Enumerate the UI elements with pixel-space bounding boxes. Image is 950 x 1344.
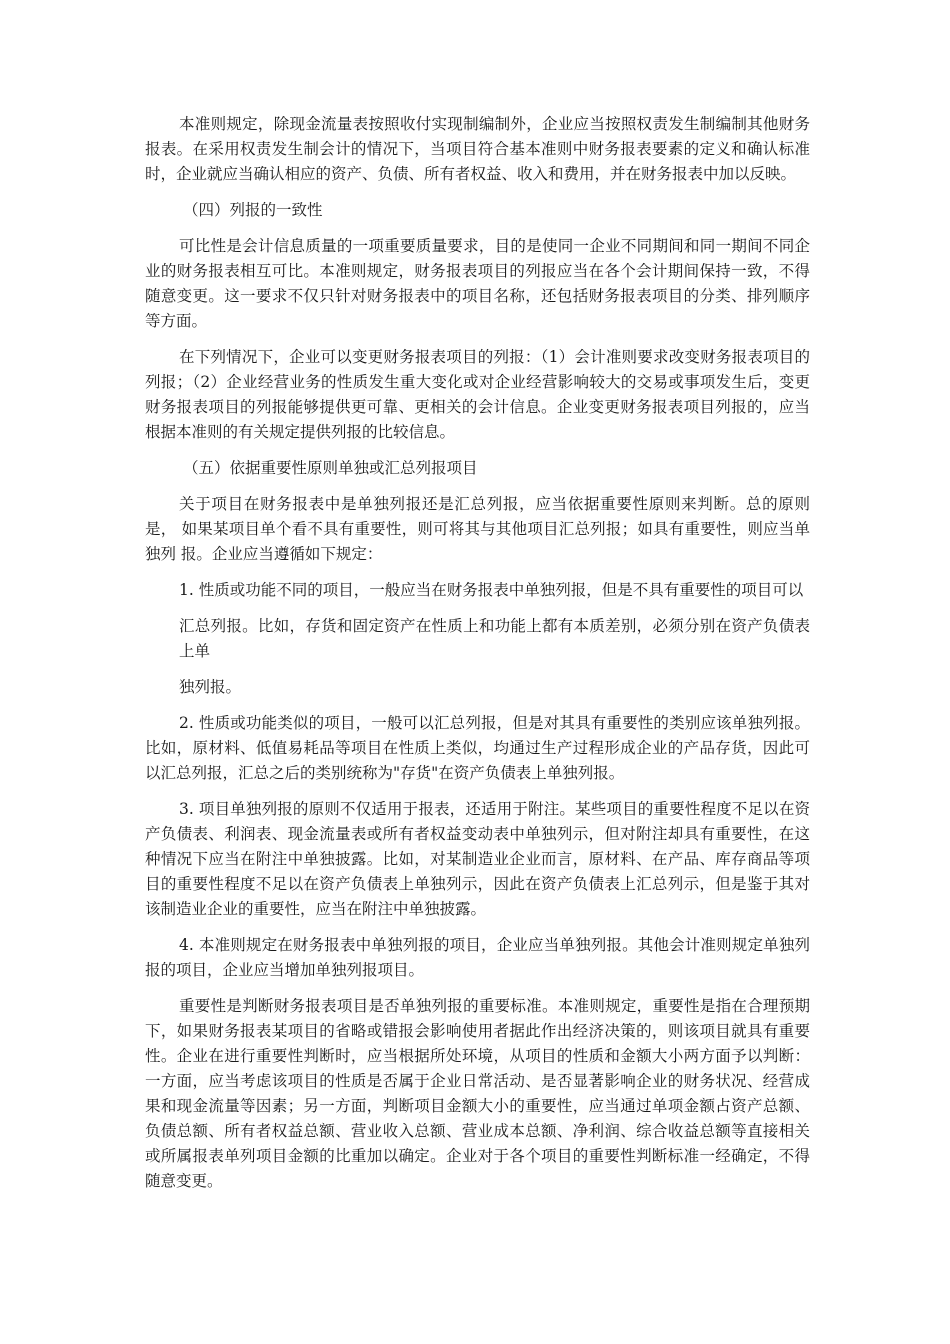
list-item-1: 1. 性质或功能不同的项目，一般应当在财务报表中单独列报，但是不具有重要性的项目可以 xyxy=(179,581,804,599)
list-item-1-continuation-end: 独列报。 xyxy=(179,678,242,696)
paragraph-change-conditions: 在下列情况下，企业可以变更财务报表项目的列报：（1）会计准则要求改变财务报表项目的 列报；（2）企业经营业务的性质发生重大变化或对企业经营影响较大的交易或事项发生后，变更 财务报表项目的列报能够提供更可靠、更相关的会计信息。企业变更财务报表项目列报的，应当 根据本准则的有关规定提供列报的比较信息。 xyxy=(145,348,810,441)
heading-materiality: （五）依据重要性原则单独或汇总列报项目 xyxy=(183,459,478,477)
list-item-3: 3. 项目单独列报的原则不仅适用于报表，还适用于附注。某些项目的重要性程度不足以在资 产负债表、利润表、现金流量表或所有者权益变动表中单独列示，但对附注却具有重要性，在这 种情况下应当在附注中单独披露。比如，对某制造业企业而言，原材料、在产品、库存商品等项 目的重要性程度不足以在资产负债表上单独列示，因此在资产负债表上汇总列示，但是鉴于其对 该制造业企业的重要性，应当在附注中单独披露。 xyxy=(145,800,810,918)
list-item-2: 2. 性质或功能类似的项目，一般可以汇总列报，但是对其具有重要性的类别应该单独列报。 比如，原材料、低值易耗品等项目在性质上类似，均通过生产过程形成企业的产品存货，因此可 以汇总列报，汇总之后的类别统称为"存货"在资产负债表上单独列报。 xyxy=(145,714,810,782)
paragraph-comparability: 可比性是会计信息质量的一项重要质量要求，目的是使同一企业不同期间和同一期间不同企 业的财务报表相互可比。本准则规定，财务报表项目的列报应当在各个会计期间保持一致，不得 随意变更。这一要求不仅只针对财务报表中的项目名称，还包括财务报表项目的分类、排列顺序 等方面。 xyxy=(145,237,810,330)
paragraph-accrual-basis: 本准则规定，除现金流量表按照收付实现制编制外，企业应当按照权责发生制编制其他财务 报表。在采用权责发生制会计的情况下，当项目符合基本准则中财务报表要素的定义和确认标准 时，企业就应当确认相应的资产、负债、所有者权益、收入和费用，并在财务报表中加以反映。 xyxy=(145,115,810,183)
heading-consistency: （四）列报的一致性 xyxy=(183,201,323,219)
list-item-4: 4. 本准则规定在财务报表中单独列报的项目，企业应当单独列报。其他会计准则规定单独列 报的项目，企业应当增加单独列报项目。 xyxy=(145,936,810,979)
list-item-1-continuation: 汇总列报。比如，存货和固定资产在性质上和功能上都有本质差别，必须分别在资产负债表上单 xyxy=(179,617,810,660)
document-body xyxy=(145,112,810,1205)
paragraph-materiality-judgment: 重要性是判断财务报表项目是否单独列报的重要标准。本准则规定，重要性是指在合理预期 下，如果财务报表某项目的省略或错报会影响使用者据此作出经济决策的，则该项目就具有重要 性。企业在进行重要性判断时，应当根据所处环境，从项目的性质和金额大小两方面予以判断： 一方面，应当考虑该项目的性质是否属于企业日常活动、是否显著影响企业的财务状况、经营成 果和现金流量等因素；另一方面，判断项目金额大小的重要性，应当通过单项金额占资产总额、 负债总额、所有者权益总额、营业收入总额、营业成本总额、净利润、综合收益总额等直接相关 或所属报表单列项目金额的比重加以确定。企业对于各个项目的重要性判断标准一经确定，不得 随意变更。 xyxy=(145,997,810,1190)
paragraph-materiality-intro: 关于项目在财务报表中是单独列报还是汇总列报，应当依据重要性原则来判断。总的原则是， 如果某项目单个看不具有重要性，则可将其与其他项目汇总列报；如具有重要性，则应当单独列 报。企业应当遵循如下规定： xyxy=(145,495,810,563)
